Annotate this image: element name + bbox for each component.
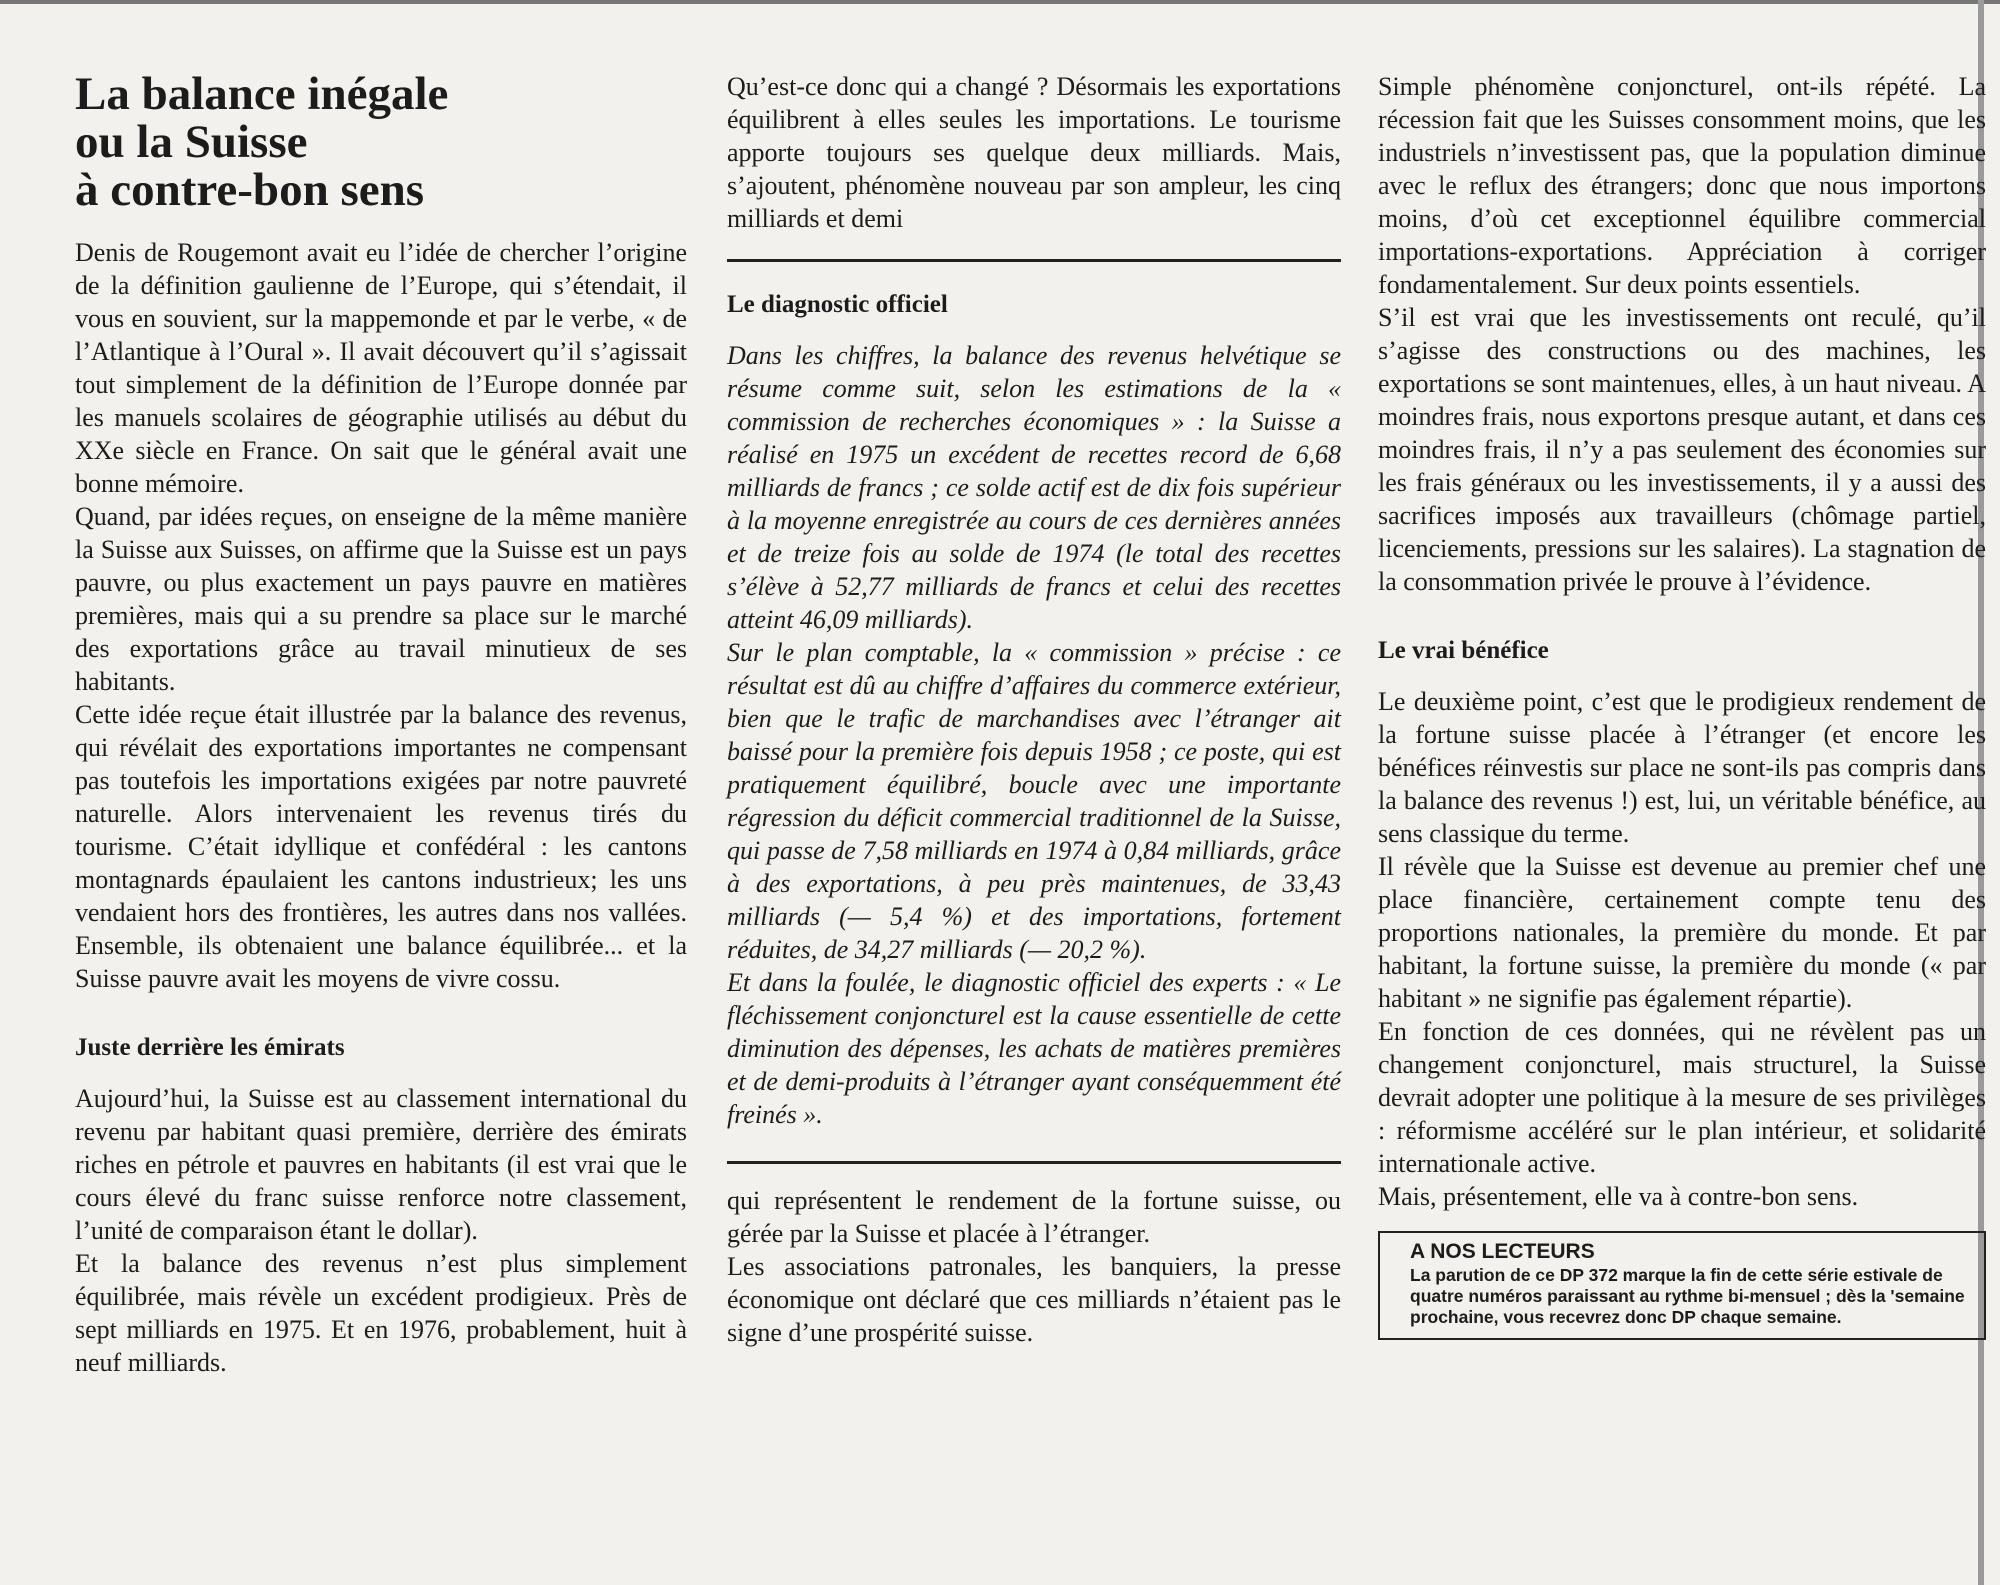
italic-paragraph: Et dans la foulée, le diagnostic officiel des experts : « Le fléchissement conjoncturel est la cause essentielle de cette diminution des dépenses, les achats de matières premières et de demi-produits à l’étranger ayant conséquemment été freinés ». [727, 968, 1341, 1129]
column-2 [727, 70, 1341, 1349]
paragraph: Il révèle que la Suisse est devenue au premier chef une place financière, certainement compte tenu des proportions nationales, la première du monde. Et par habitant, la fortune suisse, la première du monde (« par habitant » ne signifie pas également répartie). [1378, 852, 1986, 1013]
paragraph: Quand, par idées reçues, on enseigne de la même manière la Suisse aux Suisses, on affirme que la Suisse est un pays pauvre, ou plus exactement un pays pauvre en matières premières, mais qui a su prendre sa place sur le marché des exportations grâce au travail minutieux de ses habitants. [75, 502, 687, 696]
italic-paragraph: Sur le plan comptable, la « commission » précise : ce résultat est dû au chiffre d’affaires du commerce extérieur, bien que le trafic de marchandises avec l’étranger ait baissé pour la première fois depuis 1958 ; ce poste, qui est pratiquement équilibré, boucle avec une importante régression du déficit commercial traditionnel de la Suisse, qui passe de 7,58 milliards en 1974 à 0,84 milliards, grâce à des exportations, à peu près maintenues, de 33,43 milliards (— 5,4 %) et des importations, fortement réduites, de 34,27 milliards (— 20,2 %). [727, 638, 1341, 964]
paragraph: Denis de Rougemont avait eu l’idée de chercher l’origine de la définition gaulienne de l’Europe, qui s’étendait, il vous en souvient, sur la mappemonde et par le verbe, « de l’Atlantique à l’Oural ». Il avait découvert qu’il s’agissait tout simplement de la définition de l’Europe donnée par les manuels scolaires de géographie utilisés au début du XXe siècle en France. On sait que le général avait une bonne mémoire. [75, 238, 687, 498]
paragraph: Mais, présentement, elle va à contre-bon sens. [1378, 1182, 1859, 1211]
divider-rule [727, 259, 1341, 262]
article-title [75, 70, 687, 214]
title-line: La balance inégale [75, 68, 449, 120]
paragraph: S’il est vrai que les investissements ont reculé, qu’il s’agisse des constructions ou des machines, les exportations se sont maintenues, elles, à un haut niveau. A moindres frais, nous exportons presque autant, et dans ces moindres frais, il n’y a pas seulement des économies sur les frais généraux ou les investissements, il y a aussi des sacrifices imposés aux travailleurs (chômage partiel, licenciements, pressions sur les salaires). La stagnation de la consommation privée le prouve à l’évidence. [1378, 303, 1986, 596]
italic-paragraph: Dans les chiffres, la balance des revenus helvétique se résume comme suit, selon les estimations de la « commission de recherches économiques » : la Suisse a réalisé en 1975 un excédent de recettes record de 6,68 milliards de francs ; ce solde actif est de dix fois supérieur à la moyenne enregistrée au cours de ces dernières années et de treize fois au solde de 1974 (le total des recettes s’élève à 52,77 milliards de francs et celui des recettes atteint 46,09 milliards). [727, 341, 1341, 634]
paragraph: Simple phénomène conjoncturel, ont-ils répété. La récession fait que les Suisses consomment moins, que les industriels n’investissent pas, que la population diminue avec le reflux des étrangers; donc que nous importons moins, d’où cet exceptionnel équilibre commercial importations-exportations. Appréciation à corriger fondamentalement. Sur deux points essentiels. [1378, 72, 1986, 299]
paragraph: Le deuxième point, c’est que le prodigieux rendement de la fortune suisse placée à l’étranger (et encore les bénéfices réinvestis sur place ne sont-ils pas compris dans la balance des revenus !) est, lui, un véritable bénéfice, au sens classique du terme. [1378, 687, 1986, 848]
reader-notice-box [1378, 1231, 1986, 1340]
title-line: ou la Suisse [75, 116, 308, 168]
section-heading: Le vrai bénéfice [1378, 637, 1549, 664]
column-3 [1378, 70, 1986, 1340]
paragraph: Les associations patronales, les banquiers, la presse économique ont déclaré que ces milliards n’étaient pas le signe d’une prospérité suisse. [727, 1252, 1341, 1347]
paragraph: Et la balance des revenus n’est plus simplement équilibrée, mais révèle un excédent prodigieux. Près de sept milliards en 1975. Et en 1976, probablement, huit à neuf milliards. [75, 1249, 687, 1377]
page-top-border [0, 0, 2000, 4]
paragraph: qui représentent le rendement de la fortune suisse, ou gérée par la Suisse et placée à l’étranger. [727, 1186, 1341, 1248]
section-heading: Juste derrière les émirats [75, 1034, 345, 1061]
paragraph: Qu’est-ce donc qui a changé ? Désormais les exportations équilibrent à elles seules les importations. Le tourisme apporte toujours ses quelque deux milliards. Mais, s’ajoutent, phénomène nouveau par son ampleur, les cinq milliards et demi [727, 72, 1341, 233]
section-heading: Le diagnostic officiel [727, 291, 948, 318]
notice-title: A NOS LECTEURS [1410, 1240, 1595, 1263]
paragraph: Aujourd’hui, la Suisse est au classement international du revenu par habitant quasi première, derrière des émirats riches en pétrole et pauvres en habitants (il est vrai que le cours élevé du franc suisse renforce notre classement, l’unité de comparaison étant le dollar). [75, 1084, 687, 1245]
divider-rule [727, 1161, 1341, 1164]
title-line: à contre-bon sens [75, 164, 425, 216]
notice-text: La parution de ce DP 372 marque la fin de cette série estivale de quatre numéros paraissant au rythme bi-mensuel ; dès la 'semaine prochaine, vous recevrez donc DP chaque semaine. [1410, 1265, 1965, 1327]
column-1 [75, 62, 687, 1379]
paragraph: Cette idée reçue était illustrée par la balance des revenus, qui révélait des exportations importantes ne compensant pas toutefois les importations exigées par notre pauvreté naturelle. Alors intervenaient les revenus tirés du tourisme. C’était idyllique et confédéral : les cantons montagnards épaulaient les cantons industrieux; les uns vendaient hors des frontières, les autres dans nos vallées. Ensemble, ils obtenaient une balance équilibrée... et la Suisse pauvre avait les moyens de vivre cossu. [75, 700, 687, 993]
paragraph: En fonction de ces données, qui ne révèlent pas un changement conjoncturel, mais structurel, la Suisse devrait adopter une politique à la mesure de ses privilèges : réformisme accéléré sur le plan intérieur, et solidarité internationale active. [1378, 1017, 1986, 1178]
